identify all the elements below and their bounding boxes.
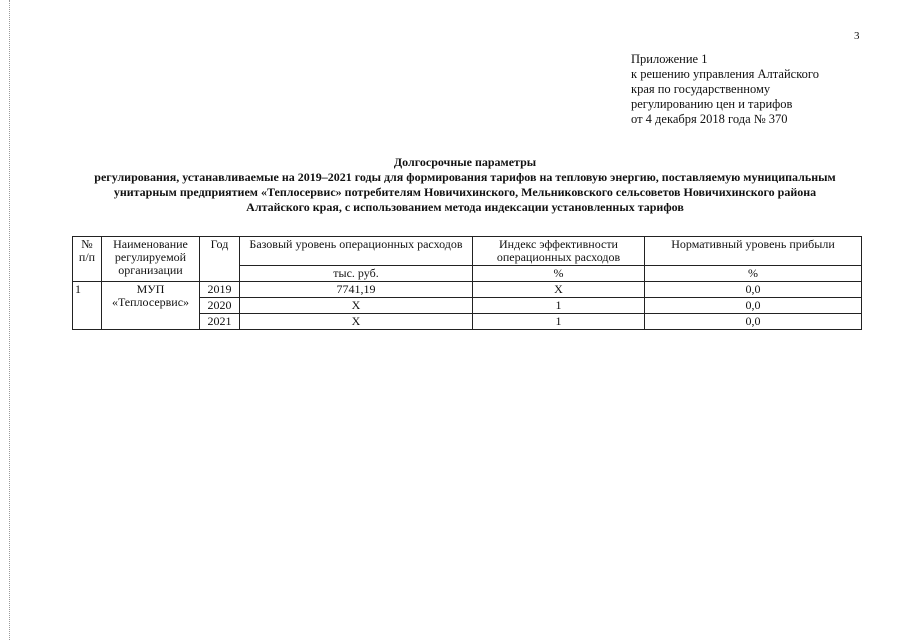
table-row	[73, 282, 862, 298]
table-header-row	[73, 237, 862, 266]
unit-profit: %	[645, 266, 862, 282]
page-number: 3	[854, 30, 860, 42]
row-year: 2020	[200, 298, 240, 314]
row-base: 7741,19	[240, 282, 473, 298]
header-num: № п/п	[73, 237, 102, 282]
appendix-line: Приложение 1	[631, 52, 708, 66]
title-line: регулирования, устанавливаемые на 2019–2021 годы для формирования тарифов на тепловую энергию, поставляемую муниципальным	[94, 170, 836, 184]
appendix-block	[631, 52, 891, 127]
row-base: X	[240, 298, 473, 314]
appendix-line: к решению управления Алтайского	[631, 67, 819, 81]
row-index: X	[473, 282, 645, 298]
row-num: 1	[73, 282, 102, 330]
header-base: Базовый уровень операционных расходов	[240, 237, 473, 266]
header-org: Наименование регулируемой организации	[102, 237, 200, 282]
row-year: 2021	[200, 314, 240, 330]
unit-base: тыс. руб.	[240, 266, 473, 282]
row-year: 2019	[200, 282, 240, 298]
row-index: 1	[473, 298, 645, 314]
title-line: Долгосрочные параметры	[393, 155, 537, 169]
appendix-line: от 4 декабря 2018 года № 370	[631, 112, 788, 126]
header-profit: Нормативный уровень прибыли	[645, 237, 862, 266]
header-year: Год	[200, 237, 240, 282]
parameters-table	[72, 236, 862, 330]
appendix-line: регулированию цен и тарифов	[631, 97, 793, 111]
appendix-line: края по государственному	[631, 82, 771, 96]
title-line: Алтайского края, с использованием метода индексации установленных тарифов	[246, 200, 684, 214]
row-org: МУП «Теплосервис»	[102, 282, 200, 330]
header-index: Индекс эффективности операционных расходов	[473, 237, 645, 266]
row-index: 1	[473, 314, 645, 330]
unit-index: %	[473, 266, 645, 282]
row-profit: 0,0	[645, 298, 862, 314]
page-edge-border	[9, 0, 11, 640]
row-profit: 0,0	[645, 282, 862, 298]
document-title	[50, 155, 880, 215]
title-line: унитарным предприятием «Теплосервис» потребителям Новичихинского, Мельниковского сельсоветов Новичихинского района	[113, 185, 817, 199]
row-profit: 0,0	[645, 314, 862, 330]
row-base: X	[240, 314, 473, 330]
